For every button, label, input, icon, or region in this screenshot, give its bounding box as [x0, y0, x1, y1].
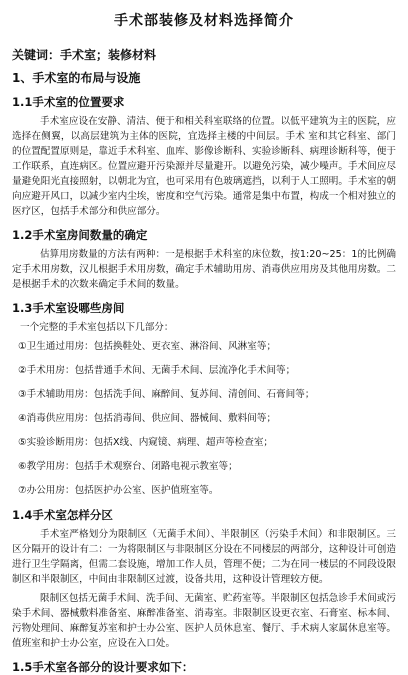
paragraph-zoning-a: 手术室严格划分为限制区（无菌手术间）、半限制区（污染手术间）和非限制区。三区分隔开的设计有二：一为将限制区与非限制区分设在不同楼层的两部分，这种设计可创造进行卫生学隔离，但需二套设施，增加工作人员，管理不便；二为在同一楼层的不同段设限制区和半限制区，中间由非限制区过渡，设备共用，这种设计管理较方便。 — [12, 529, 396, 585]
paragraph-rooms-intro: 一个完整的手术室包括以下几部分： — [20, 322, 174, 333]
rooms-list — [12, 339, 396, 498]
rooms-list-item: ①卫生通过用房：包括换鞋处、更衣室、淋浴间、风淋室等； — [18, 341, 277, 352]
section-heading-1-2: 1.2手术室房间数量的确定 — [12, 228, 148, 242]
rooms-list-item: ④消毒供应用房：包括消毒间、供应间、器械间、敷料间等； — [18, 413, 277, 424]
document-title: 手术部装修及材料选择简介 — [114, 13, 294, 29]
section-heading-1-3: 1.3手术室设哪些房间 — [12, 301, 125, 315]
section-heading-1-1: 1.1手术室的位置要求 — [12, 95, 125, 109]
paragraph-zoning-b: 限制区包括无菌手术间、洗手间、无菌室、贮药室等。半限制区包括急诊手术间或污染手术间、器械敷料准备室、麻醉准备室、消毒室。非限制区设更衣室、石膏室、标本间、污物处理间、麻醉复苏室和护士办公室、医护人员休息室、餐厅、手术病人家属休息室等。值班室和护士办公室，应设在入口处。 — [12, 593, 396, 649]
keywords-line: 关键词：手术室；装修材料 — [12, 48, 157, 62]
rooms-list-item: ⑤实验诊断用房：包括X线、内窥镜、病理、超声等检查室； — [18, 437, 274, 448]
document-page — [0, 10, 408, 674]
paragraph-location-requirements: 手术室应设在安静、清洁、便于和相关科室联络的位置。以低平建筑为主的医院，应选择在侧翼，以高层建筑为主体的医院，宜选择主楼的中间层。手术 室和其它科室、部门的位置配置原则是，靠近手术科室、血库、影像诊断科、实验诊断科、病理诊断科等，便于工作联系，直连病区。位置应避开污染源并尽量避开。以避免污染，减少噪声。手术间应尽量避免阳光直接照射，以朝北为宜，也可采用有色玻璃遮挡，以利于人工照明。手术室的朝向应避开风口，以减少室内尘埃，密度和空气污染。通常是集中布置，构成一个相对独立的医疗区，包括手术部分和供应部分。 — [12, 116, 396, 217]
paragraph-room-count: 估算用房数量的方法有两种：一是根据手术科室的床位数，按1:20~25：1的比例确定手术用房数，汉儿根据手术用房数，确定手术辅助用房、消毒供应用房及其他用房数。二是根据手术的次数来确定手术间的数量。 — [12, 249, 396, 290]
rooms-list-item: ⑥教学用房：包括手术观察台、闭路电视示教室等； — [18, 461, 238, 472]
rooms-list-item: ⑦办公用房：包括医护办公室、医护值班室等。 — [18, 485, 219, 496]
rooms-list-item: ②手术用房：包括普通手术间、无菌手术间、层流净化手术间等； — [18, 365, 296, 376]
section-heading-1-4: 1.4手术室怎样分区 — [12, 508, 113, 522]
section-heading-1: 1、手术室的布局与设施 — [12, 71, 141, 85]
rooms-list-item: ③手术辅助用房：包括洗手间、麻醉间、复苏间、清创间、石膏间等； — [18, 389, 315, 400]
section-heading-1-5: 1.5手术室各部分的设计要求如下： — [12, 660, 194, 674]
